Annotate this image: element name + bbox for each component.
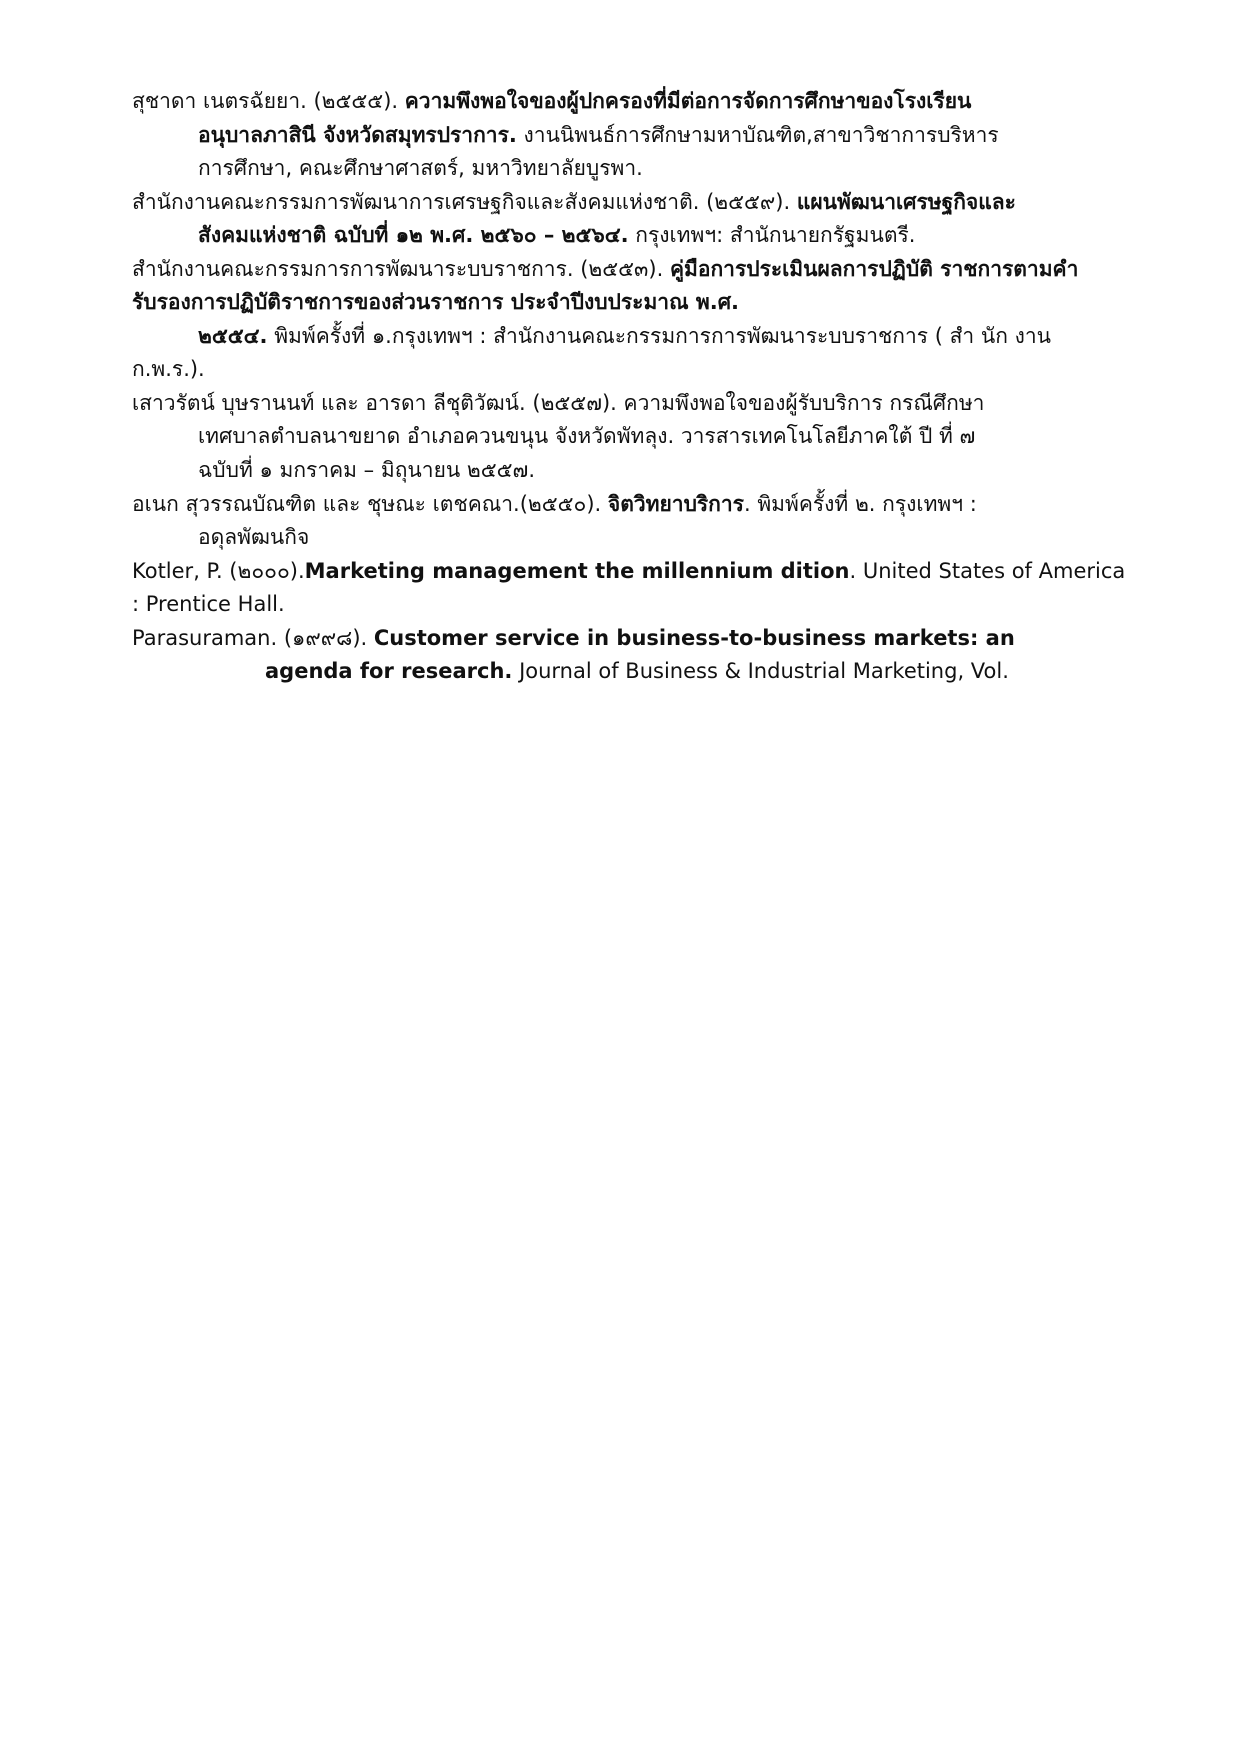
reference-text: Journal of Business & Industrial Marketing, Vol.: [512, 659, 1009, 683]
reference-text: สำนักงานคณะกรรมการพัฒนาการเศรษฐกิจและสังคมแห่งชาติ. (๒๕๕๙).: [132, 190, 797, 214]
reference-text: การศึกษา, คณะศึกษาศาสตร์, มหาวิทยาลัยบูรพา.: [198, 156, 643, 180]
reference-line: [198, 321, 1051, 351]
reference-text: . พิมพ์ครั้งที่ ๒. กรุงเทพฯ :: [743, 492, 977, 516]
reference-line: [132, 354, 205, 384]
reference-text: อเนก สุวรรณบัณฑิต และ ชุษณะ เตชคณา.(๒๕๕๐).: [132, 492, 608, 516]
reference-line: [198, 455, 535, 485]
reference-bold-text: ๒๕๕๔.: [198, 324, 268, 348]
reference-line: [132, 489, 977, 519]
reference-bold-text: Marketing management the millennium dition: [304, 559, 850, 583]
reference-line: [198, 153, 643, 183]
reference-line: [132, 623, 1015, 653]
reference-text: พิมพ์ครั้งที่ ๑.กรุงเทพฯ : สำนักงานคณะกรรมการการพัฒนาระบบราชการ ( สำ นัก งาน: [267, 324, 1051, 348]
reference-bold-text: agenda for research.: [265, 659, 513, 683]
reference-text: . United States of America: [849, 559, 1126, 583]
reference-line: [132, 187, 1016, 217]
reference-text: งานนิพนธ์การศึกษามหาบัณฑิต,สาขาวิชาการบริหาร: [516, 123, 999, 147]
reference-line: [132, 388, 984, 418]
reference-bold-text: รับรองการปฏิบัติราชการของส่วนราชการ ประจำปีงบประมาณ พ.ศ.: [132, 290, 740, 314]
reference-text: เสาวรัตน์ บุษรานนท์ และ อารดา ลีชุติวัฒน์. (๒๕๕๗). ความพึงพอใจของผู้รับบริการ กรณีศึกษา: [132, 391, 985, 415]
reference-line: [198, 421, 975, 451]
reference-text: สุชาดา เนตรฉัยยา. (๒๕๕๕).: [132, 89, 405, 113]
reference-text: สำนักงานคณะกรรมการการพัฒนาระบบราชการ. (๒๕๕๓).: [132, 257, 670, 281]
reference-text: ฉบับที่ ๑ มกราคม – มิถุนายน ๒๕๕๗.: [198, 458, 535, 482]
reference-bold-text: คู่มือการประเมินผลการปฏิบัติ ราชการตามคำ: [669, 257, 1079, 281]
reference-text: Parasuraman. (๑๙๙๘).: [132, 626, 374, 650]
reference-text: Kotler, P. (๒๐๐๐).: [132, 559, 305, 583]
reference-line: [132, 86, 971, 116]
reference-line: [132, 556, 1125, 586]
reference-text: : Prentice Hall.: [132, 592, 285, 616]
reference-line: [132, 254, 1078, 284]
reference-line: [132, 589, 285, 619]
reference-text: เทศบาลตำบลนาขยาด อำเภอควนขนุน จังหวัดพัทลุง. วารสารเทคโนโลยีภาคใต้ ปี ที่ ๗: [198, 424, 976, 448]
reference-bold-text: จิตวิทยาบริการ: [607, 492, 744, 516]
reference-line: [198, 220, 915, 250]
reference-text: กรุงเทพฯ: สำนักนายกรัฐมนตรี.: [628, 223, 916, 247]
reference-bold-text: ความพึงพอใจของผู้ปกครองที่มีต่อการจัดการศึกษาของโรงเรียน: [404, 89, 972, 113]
reference-line: [132, 287, 739, 317]
reference-bold-text: อนุบาลภาสินี จังหวัดสมุทรปราการ.: [198, 123, 517, 147]
reference-bold-text: สังคมแห่งชาติ ฉบับที่ ๑๒ พ.ศ. ๒๕๖๐ – ๒๕๖๔.: [198, 223, 629, 247]
reference-line: [198, 522, 309, 552]
reference-text: อดุลพัฒนกิจ: [198, 525, 310, 549]
reference-bold-text: Customer service in business-to-business markets: an: [373, 626, 1015, 650]
reference-line: [265, 656, 1009, 686]
reference-text: ก.พ.ร.).: [132, 357, 205, 381]
reference-line: [198, 120, 999, 150]
reference-bold-text: แผนพัฒนาเศรษฐกิจและ: [796, 190, 1016, 214]
